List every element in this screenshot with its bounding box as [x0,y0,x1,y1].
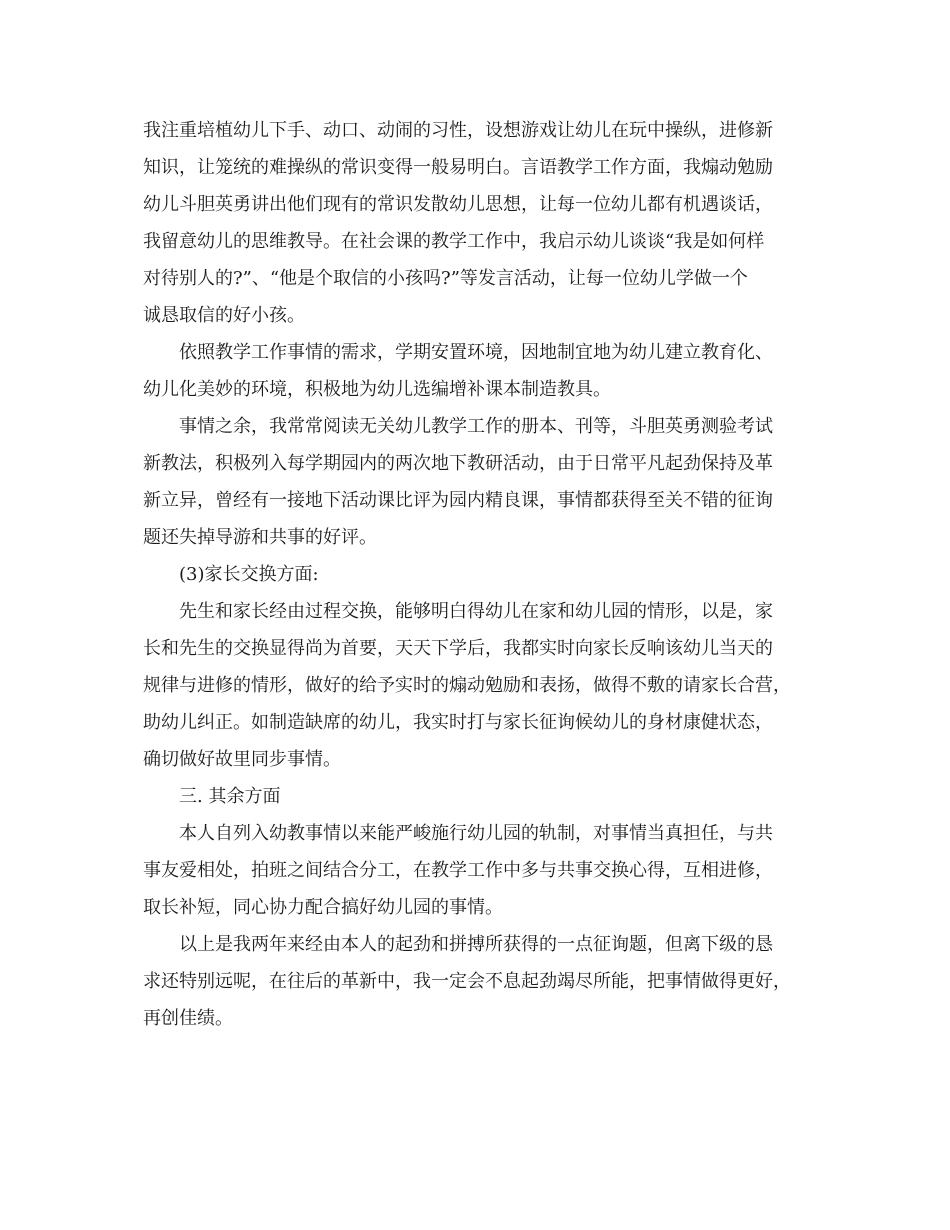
text-line: 以上是我两年来经由本人的起劲和拼搏所获得的一点征询题，但离下级的恳 [179,934,773,955]
text-line: 事情之余，我常常阅读无关幼儿教学工作的册本、刊等，斗胆英勇测验考试 [179,416,773,437]
text-line: 我留意幼儿的思维教导。在社会课的教学工作中，我启示幼儿谈谈“我是如何样 [143,231,765,252]
text-line: 幼儿化美妙的环境，积极地为幼儿选编增补课本制造教具。 [143,379,611,400]
text-line: 事友爱相处，拍班之间结合分工，在教学工作中多与共事交换心得，互相进修， [143,860,773,881]
text-line: 依照教学工作事情的需求，学期安置环境，因地制宜地为幼儿建立教育化、 [179,342,773,363]
text-line: 新立异，曾经有一接地下活动课比评为园内精良课，事情都获得至关不错的征询 [143,490,773,511]
text-line: 题还失掉导游和共事的好评。 [143,527,377,548]
text-line: 对待别人的?”、“他是个取信的小孩吗?”等发言活动，让每一位幼儿学做一个 [143,268,748,289]
text-line: 本人自列入幼教事情以来能严峻施行幼儿园的轨制，对事情当真担任，与共 [179,823,773,844]
document-body [143,112,815,1037]
text-line: 规律与进修的情形，做好的给予实时的煽动勉励和表扬，做得不敷的请家长合营， [143,675,791,696]
text-line: 知识，让笼统的难操纵的常识变得一般易明白。言语教学工作方面，我煽动勉励 [143,157,773,178]
text-line: 取长补短，同心协力配合搞好幼儿园的事情。 [143,897,503,918]
section-heading: 三. 其余方面 [179,786,281,807]
text-line: 诚恳取信的好小孩。 [143,305,305,326]
text-line: 再创佳绩。 [143,1008,233,1029]
text-line: 确切做好故里同步事情。 [143,749,341,770]
text-line: 助幼儿纠正。如制造缺席的幼儿，我实时打与家长征询候幼儿的身材康健状态， [143,712,773,733]
section-heading: (3)家长交换方面: [179,564,319,585]
text-line: 新教法，积极列入每学期园内的两次地下教研活动，由于日常平凡起劲保持及革 [143,453,773,474]
text-line: 我注重培植幼儿下手、动口、动闹的习性，设想游戏让幼儿在玩中操纵，进修新 [143,120,773,141]
text-line: 幼儿斗胆英勇讲出他们现有的常识发散幼儿思想，让每一位幼儿都有机遇谈话， [143,194,773,215]
text-line: 求还特别远呢，在往后的革新中，我一定会不息起劲竭尽所能，把事情做得更好， [143,971,791,992]
text-line: 长和先生的交换显得尚为首要，天天下学后，我都实时向家长反响该幼儿当天的 [143,638,773,659]
text-line: 先生和家长经由过程交换，能够明白得幼儿在家和幼儿园的情形，以是，家 [179,601,773,622]
